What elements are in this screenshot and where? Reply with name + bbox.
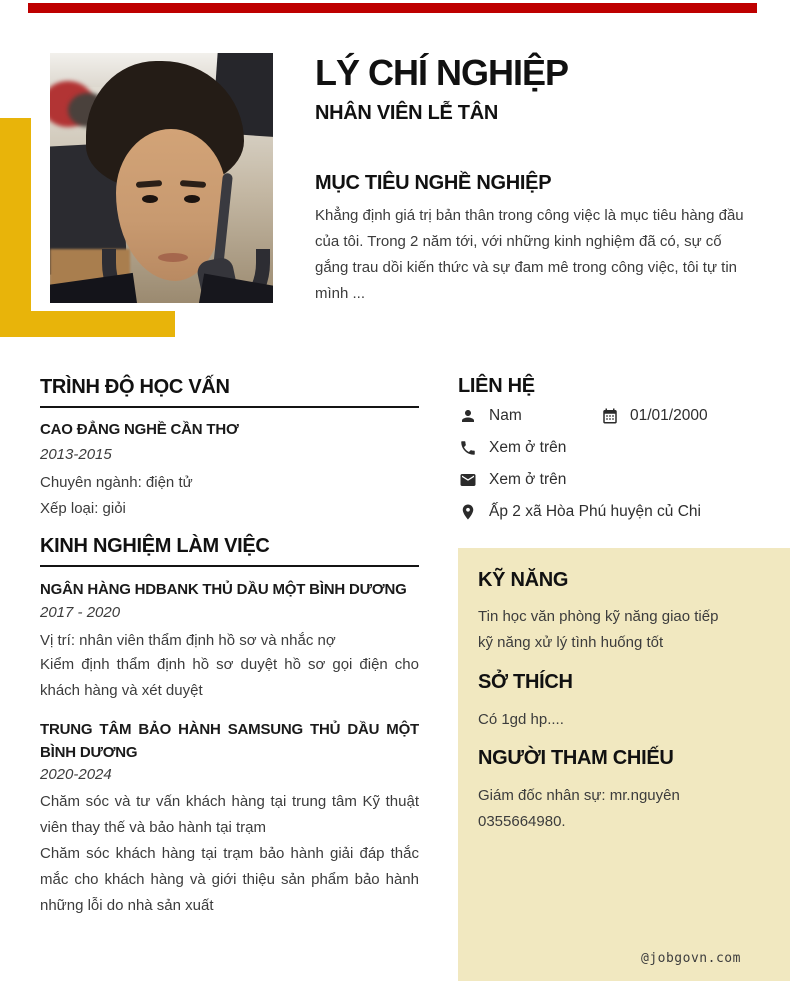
mail-icon bbox=[459, 471, 477, 489]
contact-phone: Xem ở trên bbox=[489, 439, 567, 456]
job-years: 2020-2024 bbox=[40, 766, 112, 783]
photo-eye-left bbox=[142, 195, 158, 203]
contact-birthday: 01/01/2000 bbox=[630, 407, 708, 424]
phone-icon bbox=[459, 439, 477, 457]
references-text: Giám đốc nhân sự: mr.nguyên 0355664980. bbox=[478, 787, 680, 830]
experience-divider bbox=[40, 565, 419, 567]
location-icon bbox=[459, 503, 477, 521]
education-divider bbox=[40, 406, 419, 408]
candidate-job-title: NHÂN VIÊN LỄ TÂN bbox=[315, 102, 498, 124]
objective-text: Khẳng định giá trị bản thân trong công việc là mục tiêu hàng đầu của tôi. Trong 2 năm tới, với những kinh nghiệm đã có, sự cố gắng trau dồi kiến thức và sự đam mê trong công việc, tôi tự tin mình ... bbox=[315, 207, 744, 302]
experience-heading: KINH NGHIỆM LÀM VIỆC bbox=[40, 535, 270, 557]
photo-eye-right bbox=[184, 195, 200, 203]
education-school: CAO ĐẲNG NGHỀ CẦN THƠ bbox=[40, 421, 239, 438]
job-description-line: Vị trí: nhân viên thẩm định hồ sơ và nhắc nợ bbox=[40, 632, 336, 649]
top-accent-bar bbox=[28, 3, 757, 13]
side-info-box bbox=[458, 548, 790, 981]
education-heading: TRÌNH ĐỘ HỌC VẤN bbox=[40, 376, 230, 398]
education-years: 2013-2015 bbox=[40, 446, 112, 463]
calendar-icon bbox=[601, 407, 619, 425]
hobbies-heading: SỞ THÍCH bbox=[478, 671, 573, 693]
job-description-line: Chăm sóc và tư vấn khách hàng tại trung tâm Kỹ thuật viên thay thế và bảo hành tại trạm bbox=[40, 793, 419, 836]
job-company: TRUNG TÂM BẢO HÀNH SAMSUNG THỦ DẦU MỘT BÌNH DƯƠNG bbox=[40, 721, 419, 761]
skills-heading: KỸ NĂNG bbox=[478, 569, 569, 591]
watermark: @jobgovn.com bbox=[641, 951, 741, 966]
profile-photo bbox=[50, 53, 273, 303]
job-description-line: Kiểm định thẩm định hồ sơ duyệt hồ sơ gọi điện cho khách hàng và xét duyệt bbox=[40, 656, 419, 699]
education-grade: Xếp loại: giỏi bbox=[40, 500, 126, 517]
job-years: 2017 - 2020 bbox=[40, 604, 121, 621]
education-major: Chuyên ngành: điện tử bbox=[40, 474, 193, 491]
left-accent-vertical-bar bbox=[0, 118, 31, 337]
contact-heading: LIÊN HỆ bbox=[458, 375, 535, 397]
contact-email: Xem ở trên bbox=[489, 471, 567, 488]
objective-heading: MỤC TIÊU NGHỀ NGHIỆP bbox=[315, 172, 552, 194]
contact-gender: Nam bbox=[489, 407, 522, 424]
candidate-name: LÝ CHÍ NGHIỆP bbox=[315, 52, 569, 93]
left-accent-horizontal-bar bbox=[0, 311, 175, 337]
person-icon bbox=[459, 407, 477, 425]
hobbies-text: Có 1gd hp.... bbox=[478, 711, 564, 728]
references-heading: NGƯỜI THAM CHIẾU bbox=[478, 747, 674, 769]
job-description-line: Chăm sóc khách hàng tại trạm bảo hành giải đáp thắc mắc cho khách hàng và giới thiệu sản phẩm bảo hành những lỗi do nhà sản xuất bbox=[40, 845, 419, 914]
job-company: NGÂN HÀNG HDBANK THỦ DẦU MỘT BÌNH DƯƠNG bbox=[40, 581, 407, 598]
contact-address: Ấp 2 xã Hòa Phú huyện củ Chi bbox=[489, 503, 701, 520]
skills-text: Tin học văn phòng kỹ năng giao tiếp kỹ năng xử lý tình huống tốt bbox=[478, 608, 719, 651]
